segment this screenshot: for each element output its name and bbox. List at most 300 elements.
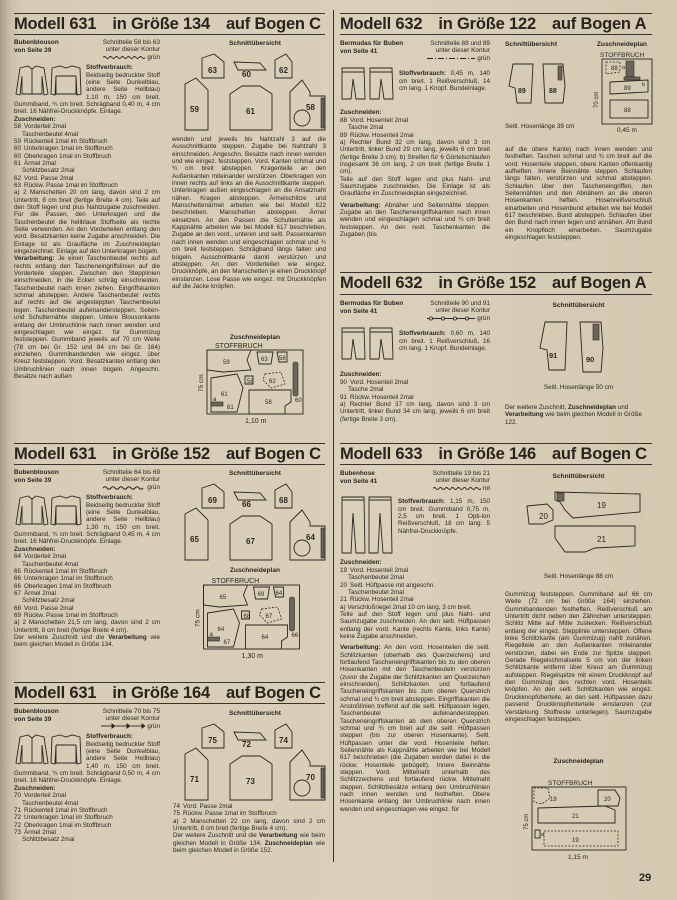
garment-name: Bermudas für Buben [340, 300, 404, 307]
piece-label: 62 [269, 379, 276, 385]
cutting-label: Zuschneiden: [14, 784, 56, 792]
pocket-mark [294, 780, 310, 796]
cutting-list-item [340, 124, 490, 131]
sheet: auf Bogen C [551, 445, 647, 463]
wavy-contour-icon [103, 55, 145, 60]
fold-label: STOFFBRUCH [215, 343, 263, 350]
piece-description: Schlitzbesatz 2mal [22, 836, 75, 844]
contour-note [422, 470, 490, 492]
cutting-list-item [14, 829, 160, 836]
piece-description: Ärmel 2mal [24, 828, 56, 836]
piece-label: 58 [279, 356, 286, 362]
piece-label: 91 [549, 351, 558, 360]
column-divider [333, 10, 334, 862]
cutting-list-item [14, 836, 160, 843]
blouson-sketch-icon [14, 494, 82, 528]
piece-number: 60 [14, 152, 22, 160]
piece-number: 68 [14, 604, 22, 612]
piece-description: Rückw. Hosenteil 2mal [350, 596, 414, 604]
left-text-column [340, 470, 490, 813]
plan-note-bold: Zuschneideplan [264, 839, 313, 847]
piece-description: Ärmel 2mal [24, 589, 56, 597]
processing-label: Verarbeitung: [14, 255, 55, 263]
piece-label: 60 [242, 70, 251, 79]
garment-name: Bubenblouson [14, 469, 59, 476]
piece-label: 58 [306, 103, 315, 112]
side-length: Seitl. Hosenlänge 88 cm [543, 573, 614, 580]
plan-note: wie beim gleichen Modell in Größe 152. [173, 839, 326, 855]
contour-color: grün [477, 54, 490, 62]
piece-label: 20 [539, 512, 548, 521]
section-title [340, 445, 663, 464]
fabric-text: Beidseitig bedruckter Stoff (eine Seite Dunkelblau, andere Seite Hellblau) 1,30 m, 150 cm breit. Gummiband, ¾ cm breit. Schrägband 0,45 m, 4 cm breit. 16 Nähfrei-Druckknöpfe. Einlage. [14, 501, 160, 546]
interfacing-mark [321, 528, 324, 558]
piece-description: Vorderteil 2mal [24, 123, 67, 131]
fold-label: STOFFBRUCH [211, 578, 260, 585]
piece-label: 89 [518, 88, 526, 95]
contour-note [94, 708, 160, 730]
cutting-list-item [14, 800, 160, 807]
fabric-text: Beidseitig bedruckter Stoff (eine Seite Dunkelblau, andere Seite Hellblau) 1,10 m, 150 cm breit. Gummiband, ¾ cm breit. Schrägband 0,40 m, 4 cm breit. 16 Nähfrei-Druckknöpfe. Einlage. [14, 71, 160, 116]
interfacing-mark [290, 597, 295, 631]
piece-description: Vord. Hosenteil 2mal [350, 378, 409, 386]
cutting-extra: a) Rechter Bund 37 cm lang, davon sind 3 cm Untertritt, linker Bund 34 cm lang, jeweils 6 cm breit (fertige Breite 3 cm). [340, 400, 490, 423]
rule [340, 294, 652, 295]
cutting-list [14, 792, 160, 843]
page-number: 29 [639, 872, 652, 884]
bermudas-sketch-icon [340, 65, 395, 101]
piece-label: 75 [208, 736, 217, 745]
piece-label: 69 [208, 496, 217, 505]
bermudas-sketch-icon [340, 325, 395, 361]
further-text: wie beim gleichen Modell in Größe 134. [14, 634, 160, 649]
piece-description: Vorderteil 2mal [24, 792, 67, 800]
contour-color: grün [147, 53, 160, 61]
cutting-extra: Teile auf den Stoff legen und plus Naht- und Saumzugabe zuschneiden. An den seitl. Hüftpassen entlang der vord. Kante (rechts Kante, links Kante) keine Zugabe anschneiden. [340, 610, 490, 640]
pieces-note: Schnitteile 58 bis 63 unter dieser Kontur [102, 39, 160, 54]
piece-description: Vord. Passe 2mal [183, 803, 233, 810]
piece-description: Tasche 2mal [348, 124, 384, 132]
cutting-plan-diagram [187, 575, 317, 665]
pieces-note: Schnitteile 90 und 91 unter dieser Kontur [430, 300, 490, 315]
size: in Größe 152 [438, 274, 536, 292]
cutting-list-item [14, 597, 160, 604]
processing-text-continued: Gummizug feststeppen. Gummiband auf 66 cm Weite (72 cm bei Größe 164) einziehen. Gummibandenden festheften. Reißverschluß am Untertritt dicht neben den Zähnchen untersteppen. Schlitz Mitte auf Mitte zustecken. Reißverschluß entlang der eingez. Stepplinie untersteppen. Offene linke Schlitzkante (am Gummizug) nahtl zunähen. Riegelteile an den Außenkanten miteinander verstürzen, dabei ein Ende zur Spitze steppen. Gerade Riegelschmalseite 5 cm von der linken Schlitzkante entfernt über Kreuz am Gummizug aufsteppen. Riegelspitze mit einem Druckknopf auf den Gummizug des rechten vord. Hosenteils knöpfen. An den seitl. Schlitzkanten wie eingez. Druckknopfoberteile, an den seitl. Hüftpassen dazu passend Druckknopfunterteile einstanzen (zur Verstärkung Stoffreste unterlegen). Saumzugabe eingeschlagen feststeppen. [505, 591, 652, 723]
rule [14, 703, 325, 704]
overview-title: Schnittübersicht [228, 710, 282, 717]
from-page: von Seite 41 [340, 477, 378, 485]
piece-number: 69 [14, 611, 22, 619]
piece-label: a [209, 632, 213, 638]
piece-label: 63 [208, 66, 217, 75]
size: in Größe 146 [438, 445, 536, 463]
piece-number: 72 [14, 821, 22, 829]
piece-label: 67 [265, 614, 273, 620]
piece-number: 65 [14, 567, 22, 575]
piece-label: 73 [246, 777, 255, 786]
cutting-list-continued [173, 803, 325, 818]
pattern-piece [185, 78, 208, 130]
piece-description: Unterkragen 1mal im Stoffbruch [24, 575, 113, 583]
piece-description: Tasche 2mal [348, 386, 384, 394]
model-number: Modell 631 [14, 445, 97, 463]
pattern-overview-diagram [180, 478, 330, 563]
cutting-label: Zuschneiden: [14, 115, 56, 123]
piece-label: 64 [261, 635, 269, 641]
contour-color: grün [477, 314, 490, 322]
fold-label: STOFFBRUCH [600, 52, 645, 59]
blouson-sketch-icon [14, 733, 82, 767]
cutting-list-item [340, 379, 490, 386]
piece-number: 21 [340, 596, 348, 604]
processing-text: An den vord. Hosenteilen die seitl. Schlitzkanten (oberhalb des Querzeichens) und fortlaufend Tascheneingriffskanten bis zu den oberen Hosenkanten mit den Taschenbeuteln verstürzen (zuvor die Zugabe der Schlitzkanten am Querzeichen einschneiden). Schlitzkanten und fortlaufend Tascheneingriffskanten bis zum oberen Querstrich schmal und ¾ cm breit absteppen. Eingriffskanten die Anstoßlinien treffend auf die seitl. Hüftpassen legen, Taschenbeutel aufeinandersteppen. Tascheneingriffskanten ab dem oberen Querstrich schmal und ¾ cm breit auf die seitl. Hüftpassen steppen (bis zur oberen Hosenkante). Seitl. Hüftpassen unter die vord. Hosenteile heften. Seitennähte als Kappnähte arbeiten wie bei Modell 617 beschrieben (die Zugaben werden dabei in die rückw. Hosenteile gebügelt). Innere Beinnähte steppen. Vord. Mittelnaht unterhalb des Schlitzzeichens und fortlaufend rückw. Mittelnaht steppen. Schlitzbesätze entlang den Umbruchlinien nach innen wenden und festheften. Obere Hosenkante entlang der Umbruchlinie nach innen wenden und eingeschlagen wie eingez. für [340, 644, 491, 813]
cutting-list-item [14, 561, 160, 568]
cutting-list-item [14, 807, 160, 814]
piece-label: 64 [275, 591, 283, 597]
arrow-contour-icon [101, 723, 145, 729]
piece-label: 61 [246, 107, 255, 116]
piece-label: 67 [223, 640, 231, 646]
piece-number: 63 [14, 181, 22, 189]
further-text: Der weitere Zuschnitt und die [173, 832, 257, 840]
piece-number: 67 [14, 589, 22, 597]
piece-label: 62 [279, 66, 288, 75]
processing-label: Verarbeitung: [340, 644, 381, 652]
piece-description: Rückw. Hosenteil 2mal [350, 393, 414, 401]
left-text-column [14, 469, 160, 649]
piece-number: 62 [14, 174, 22, 182]
cutting-list-item [14, 175, 160, 182]
piece-number: 61 [14, 159, 22, 167]
contour-note [416, 40, 490, 62]
cutting-list [14, 553, 160, 619]
pocket-mark [294, 540, 310, 556]
piece-description: Rückw. Passe 1mal im Stoffbruch [183, 810, 277, 818]
piece-description: Ärmel 2mal [24, 159, 56, 167]
overview-title: Schnittübersicht [552, 473, 605, 480]
plan-height: 70 cm [594, 91, 600, 108]
cutting-plan-diagram [590, 50, 660, 135]
piece-number: 88 [340, 116, 348, 124]
contour-note [94, 39, 160, 61]
sheet: auf Bogen A [551, 274, 647, 292]
pieces-note: Schnitteile 88 und 89 unter dieser Kontur [430, 40, 490, 55]
garment-name: Bubenblouson [14, 39, 59, 46]
pattern-overview-diagram [180, 718, 330, 803]
overview-title: Schnittübersicht [228, 40, 282, 47]
interfacing-mark [293, 362, 298, 396]
from-page: von Seite 39 [14, 715, 52, 723]
pattern-overview-diagram [180, 48, 330, 133]
piece-label: 64 [306, 533, 315, 542]
piece-label: 88 [611, 66, 618, 72]
piece-label: 61 [227, 405, 234, 411]
pattern-overview-diagram [505, 58, 575, 108]
piece-description: Rückenteil 1mal im Stoffbruch [24, 137, 108, 145]
piece-label: 66 [291, 633, 299, 639]
section-title [14, 445, 337, 464]
model-number: Modell 632 [340, 274, 423, 292]
garment-name: Bermudas für Buben [340, 40, 404, 47]
plan-width: 1,15 m [568, 854, 588, 861]
fabric-label: Stoffverbrauch: [86, 494, 133, 502]
further-text: und [617, 404, 629, 411]
piece-number: 58 [14, 123, 22, 131]
further-bold: Verarbeitung [108, 634, 147, 641]
piece-label: 67 [246, 537, 255, 546]
pieces-note: Schnitteile 64 bis 69 unter dieser Kontur [102, 469, 160, 484]
cutting-list-item [173, 810, 325, 817]
piece-description: Vorderteil 2mal [24, 553, 67, 561]
rule [340, 34, 652, 35]
from-page: von Seite 41 [340, 47, 378, 55]
piece-label: 65 [219, 595, 227, 601]
piece-label: a [541, 832, 545, 838]
cutting-list [340, 567, 490, 604]
further-text: wie beim gleichen Modell in Größe 122. [505, 411, 642, 426]
piece-label: 58 [247, 379, 254, 385]
piece-label: a [213, 397, 217, 403]
cutting-list [340, 117, 490, 139]
piece-label: 71 [190, 775, 199, 784]
plan-width: 0,45 m [617, 127, 637, 134]
from-page: von Seite 39 [14, 46, 52, 54]
piece-label: 19 [572, 838, 579, 844]
pattern-piece [185, 748, 208, 800]
cutting-plan-title: Zuschneideplan [229, 567, 281, 574]
piece-number: 20 [340, 581, 348, 589]
cutting-extra: a) 2 Manschetten 22 cm lang, davon sind 2 cm Untertritt, 8 cm breit (fertige Breite 4 cm). [173, 817, 325, 833]
piece-description: Unterkragen 1mal im Stoffbruch [24, 145, 113, 153]
piece-label: 59 [190, 105, 199, 114]
piece-label: 90 [586, 355, 595, 364]
piece-description: Schlitzbesatz 2mal [22, 167, 75, 175]
piece-description: Oberkragen 1mal im Stoffbruch [24, 821, 112, 829]
cutting-list-item [340, 574, 490, 581]
fabric-label: Stoffverbrauch: [399, 70, 446, 78]
interfacing-mark [321, 768, 324, 798]
garment-info [14, 39, 59, 61]
pattern-overview-diagram [525, 488, 655, 560]
cutting-plan-title: Zuschneideplan [596, 41, 648, 48]
fabric-label: Stoffverbrauch: [86, 733, 133, 741]
piece-description: Unterkragen 1mal im Stoffbruch [24, 814, 113, 822]
cutting-list-item [14, 131, 160, 138]
cutting-list-item [14, 160, 160, 167]
cutting-list-item [340, 582, 490, 589]
piece-description: Rückenteil 1mal im Stoffbruch [24, 806, 108, 814]
plan-height: 75 cm [524, 813, 530, 830]
piece-label: 20 [604, 797, 611, 803]
rule [340, 464, 652, 465]
cutting-list-item [14, 792, 160, 799]
piece-description: Taschenbeutel 4mal [22, 799, 79, 807]
piece-description: Rückw. Hosenteil 2mal [350, 131, 414, 139]
piece-number: 70 [14, 792, 22, 800]
further-text: wie beim gleichen Modell in Größe 134. [173, 832, 325, 847]
cutting-plan-diagram [193, 340, 318, 430]
plan-width: 1,10 m [245, 418, 267, 425]
cutting-list-item [14, 182, 160, 189]
pattern-piece [185, 508, 208, 560]
pattern-piece [234, 732, 266, 740]
model-number: Modell 632 [340, 15, 423, 33]
cutting-label: Zuschneiden: [340, 559, 382, 567]
piece-label: 19 [550, 797, 557, 803]
cutting-extra: a) Rechter Bund 32 cm lang, davon sind 3 cm Untertritt, linker Bund 29 cm lang, jeweils 6 cm breit (fertige Breite 3 cm). b) Streifen für 6 Gürtelschlaufen insgesamt 36 cm lang, 2 cm breit (fertige Breite 1 cm). [340, 138, 490, 176]
plan-height: 75 cm [198, 374, 205, 392]
piece-number: 66 [14, 582, 22, 590]
piece-label: 21 [597, 535, 606, 544]
processing-text: Abnäher und Seitennähte steppen. Zugabe an den Tascheneingriffskanten nach innen wenden und eingeschlagen schmal und ¾ cm breit feststeppen. An den restl. Taschenkanten die Zugaben (bis [340, 201, 490, 238]
left-text-column [14, 39, 160, 380]
piece-label: 58 [265, 400, 272, 406]
trousers-sketch-icon [340, 495, 394, 555]
interfacing-mark [321, 98, 324, 128]
piece-number: 89 [340, 131, 348, 139]
piece-number: 59 [14, 137, 22, 145]
piece-label: 61 [221, 392, 228, 398]
further-bold: Zuschneideplan [568, 404, 616, 411]
pieces-note: Schnitteile 19 bis 21 unter dieser Kontur [432, 470, 490, 485]
piece-description: Rückw. Passe 1mal im Stoffbruch [24, 611, 118, 619]
circle-contour-icon [427, 316, 475, 321]
sheet: auf Bogen C [225, 15, 321, 33]
plan-height: 75 cm [194, 609, 202, 627]
piece-description: Taschenbeutel 4mal [22, 560, 79, 568]
piece-description: Vord. Passe 2mal [24, 604, 74, 612]
cutting-list-item [340, 386, 490, 393]
piece-label: 88 [624, 108, 631, 114]
further-bold: Verarbeitung [258, 832, 298, 840]
left-text-column [340, 300, 490, 423]
piece-number: 75 [173, 810, 181, 818]
piece-description: Seitl. Hüftpasse mit angeschn. [350, 581, 436, 589]
piece-description: Vord. Hosenteil 2mal [350, 566, 409, 574]
cutting-list-item [14, 145, 160, 152]
cutting-list-item [173, 803, 325, 810]
piece-label: 70 [306, 773, 315, 782]
cutting-list-item [14, 612, 160, 619]
size: in Größe 122 [438, 15, 536, 33]
piece-label: 64 [217, 627, 225, 633]
fabric-text: 0,60 m, 140 cm breit. 1 Reißverschluß, 16 cm lang. 1 Knopf. Bundeinlage. [399, 330, 490, 352]
left-text-column [340, 40, 490, 238]
wavy-contour-icon [433, 486, 481, 491]
overview-title: Schnittübersicht [505, 41, 558, 48]
cutting-plan-title: Zuschneideplan [553, 758, 604, 765]
tilde-contour-icon [103, 485, 145, 490]
piece-label: 21 [572, 814, 579, 820]
cutting-list-item [14, 822, 160, 829]
processing-label: Verarbeitung: [340, 201, 381, 209]
piece-description: Oberkragen 1mal im Stoffbruch [24, 582, 112, 590]
piece-label: 63 [261, 357, 268, 363]
side-length: Seitl. Hosenlänge 50 cm [543, 384, 614, 391]
piece-label: 69 [257, 592, 265, 598]
cutting-list-item [340, 589, 490, 596]
further-text: Der weitere Zuschnitt und die [14, 634, 105, 641]
cutting-extra: Teile auf den Stoff legen und plus Naht- und Saumzugabe zuschneiden. Die Einlage ist als Graufläche im Zuschneideplan eingezeichnet. [340, 175, 490, 198]
piece-label: 66 [242, 500, 251, 509]
model-number: Modell 633 [340, 445, 423, 463]
fabric-label: Stoffverbrauch: [86, 64, 133, 72]
piece-number: 66 [14, 575, 22, 583]
right-text-column [173, 803, 325, 854]
fabric-text: 0,45 m, 140 cm breit. 1 Reißverschluß, 14 cm lang. 1 Knopf. Bundeinlage. [399, 70, 490, 92]
fabric-text: 1,15 m, 150 cm breit. Gummiband 0,75 m, 2,5 cm breit. 1 Opti-lon Reißverschluß, 18 cm lang. 5 Nähfrei-Druckknöpfe. [398, 498, 491, 535]
piece-label: a [622, 65, 626, 71]
cutting-list-item [340, 132, 490, 139]
size: in Größe 152 [112, 445, 210, 463]
cutting-extra: a) 2 Manschetten 20 cm lang, davon sind 2 cm Untertritt, 8 cm breit (fertige Breite 4 cm). Teile auf den Stoff legen und plus Nahtzugabe zuschneiden. Für die Passen, den Unterkragen und die Taschenbeutel die hellblaue Stoffseite als rechte Seite verwenden. An den Vorderteilen entlang den vord. Besatzkanten keine Zugabe anschneiden. Die Einlage ist als Graufläche im Zuschneideplan eingezeichnet. Einlage auf den Unterkragen bügeln. [14, 189, 160, 256]
cutting-list-item [14, 583, 160, 590]
pattern-piece [234, 492, 266, 500]
cutting-list-item [14, 568, 160, 575]
piece-description: Taschenbeutel 2mal [348, 574, 405, 582]
section-title [14, 15, 337, 34]
piece-description: Rückw. Passe 1mal im Stoffbruch [24, 181, 118, 189]
overview-title: Schnittübersicht [228, 470, 282, 477]
fabric-text: Beidseitig bedruckter Stoff (eine Seite Dunkelblau, andere Seite Hellblau) 1,40 m, 150 cm breit. Gummiband, ¾ cm breit. Schrägband 0,50 m, 4 cm breit. 16 Nähfrei-Druckknöpfe. Einlage. [14, 740, 160, 785]
cutting-list-item [14, 153, 160, 160]
piece-label: b [642, 82, 646, 88]
piece-description: Taschenbeutel 4mal [22, 130, 79, 138]
further-text: Der weitere Zuschnitt, [505, 404, 567, 411]
section-title [340, 274, 662, 293]
contour-note [416, 300, 490, 322]
piece-description: Taschenbeutel 2mal [348, 588, 405, 596]
fold-label: STOFFBRUCH [548, 780, 593, 787]
piece-number: 72 [14, 814, 22, 822]
piece-number: 71 [14, 806, 22, 814]
processing-text-continued: auf die obere Kante) nach innen wenden und festheften. Taschen schmal und ¾ cm breit auf die vord. Hosenteile steppen, obere Kanten offenkantig aufheften. Innere Beinnähte steppen. Schlaufen längs falten, verstürzen und schmal absteppen. Schlaufen über den Tascheneingriffen, den Seitennähten und den Abnähern an die oberen Hosenkanten heften. Hosenreißverschluß einarbeiten und Hosenbund arbeiten wie bei Modell 617 beschrieben. Bund absteppen. Schlaufen über den Bund nach innen legen und annähen. Am Bund ein Knopfloch einarbeiten. Saumzugabe eingeschlagen feststeppen. [505, 146, 652, 242]
garment-name: Bubenhose [340, 470, 375, 477]
piece-description: Oberkragen 1mal im Stoffbruch [24, 152, 112, 160]
processing-text-continued: wenden und jeweils bis Nahtzahl 3 auf die Ausschnittkante steppen. Zugabe bei Nahtzahl 3 einschneiden. Angeschn. Besätze nach innen wenden und wie eingez. feststeppen. Vord. Kanten schmal und ¾ cm breit absteppen. Kragenteile an den Außenkanten miteinander verstürzen. Oberkragen von innen rechts auf links an die Ausschnittkante steppen. Unterkragen außen eingeschlagen an die Ansatznaht nähen. Kragen absteppen. Ärmelschlitze und Manschettenärmel arbeiten wie bei Modell 622 beschrieben. Manschetten absteppen. Ärmel einsetzen. An den Passen die Schulternähte als Kappnähte arbeiten wie bei Modell 617 beschrieben. Zugabe an den vord., unteren und seitl. Passenkanten nach innen wenden und eingeschlagen schmal und ¾ cm breit feststeppen. Schrägband längs falten und bügeln. Ausschnittkante damit verstürzen und absteppen. An den Vorderteilen wie eingez. Druckknöpfe, an den Manschetten je einen Druckknopf einstanzen. Lose Passe wie eingez. mit Druckknöpfen auf die Jacke knöpfen. [172, 136, 326, 290]
piece-label: 65 [190, 535, 199, 544]
contour-color: grün [147, 483, 160, 491]
rule [14, 464, 325, 465]
from-page: von Seite 39 [14, 476, 52, 484]
fabric-label: Stoffverbrauch: [399, 330, 446, 338]
cutting-list-item [340, 596, 490, 603]
size: in Größe 134 [112, 15, 210, 33]
piece-number: 91 [340, 393, 348, 401]
piece-label: 88 [549, 88, 557, 95]
piece-description: Schlitzbesatz 2mal [22, 597, 75, 605]
contour-note [94, 469, 160, 491]
piece-number: 90 [340, 378, 348, 386]
piece-label: 72 [242, 740, 251, 749]
rule [14, 34, 325, 35]
pieces-note: Schnitteile 70 bis 75 unter dieser Kontur [102, 708, 160, 723]
piece-label: 68 [279, 496, 288, 505]
further-bold: Verarbeitung [505, 411, 544, 419]
model-number: Modell 631 [14, 684, 97, 702]
cutting-plan-diagram [520, 778, 630, 863]
model-number: Modell 631 [14, 15, 97, 33]
pocket-mark [294, 110, 310, 126]
cutting-extra: a) 2 Manschetten 21,5 cm lang, davon sind 2 cm Untertritt, 8 cm breit (fertige Breite 4 cm). [14, 619, 160, 634]
piece-label: 89 [624, 86, 631, 92]
dash-cross-contour-icon [427, 56, 475, 61]
piece-number: 73 [14, 828, 22, 836]
piece-number: 64 [14, 553, 22, 561]
cutting-label: Zuschneiden: [340, 109, 382, 117]
pattern-piece [234, 62, 266, 70]
sheet: auf Bogen C [225, 445, 321, 463]
